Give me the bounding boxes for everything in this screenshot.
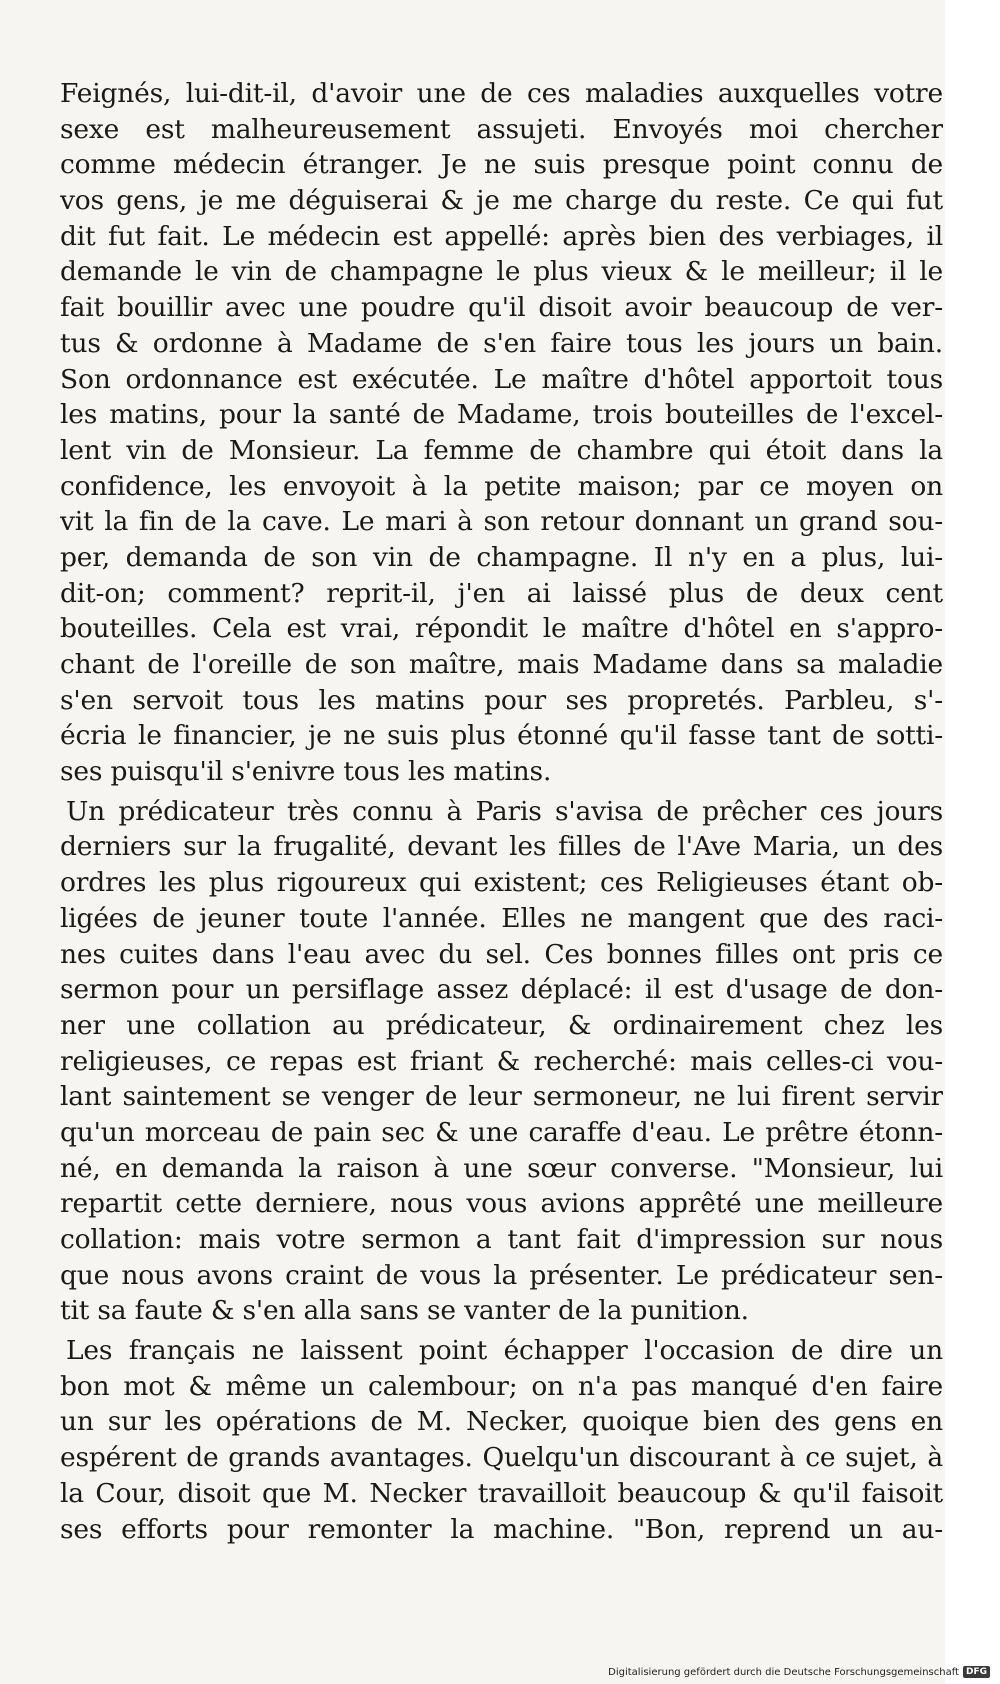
- text-line: repartit cette derniere, nous vous avions apprêté une meilleure: [60, 1188, 943, 1220]
- text-line: Son ordonnance est exécutée. Le maître d'hôtel apportoit tous: [60, 363, 943, 395]
- text-line: comme médecin étranger. Je ne suis presque point connu de: [60, 149, 943, 181]
- text-line: dit fut fait. Le médecin est appellé: après bien des verbiages, il: [60, 220, 943, 252]
- text-line: né, en demanda la raison à une sœur converse. "Monsieur, lui: [60, 1152, 943, 1184]
- text-line: dit-on; comment? reprit-il, j'en ai laissé plus de deux cent: [60, 577, 943, 609]
- text-line: chant de l'oreille de son maître, mais Madame dans sa maladie: [60, 649, 943, 680]
- text-line: fait bouillir avec une poudre qu'il disoit avoir beaucoup de ver-: [60, 292, 943, 324]
- text-line: s'en servoit tous les matins pour ses propretés. Parbleu, s'-: [60, 684, 943, 716]
- text-line: tit sa faute & s'en alla sans se vanter de la punition.: [60, 1295, 749, 1327]
- text-line: ligées de jeuner toute l'année. Elles ne mangent que des raci-: [60, 902, 943, 934]
- text-line: écria le financier, je ne suis plus étonné qu'il fasse tant de sotti-: [60, 720, 943, 752]
- text-line: tus & ordonne à Madame de s'en faire tous les jours un bain.: [60, 327, 943, 359]
- text-line: ner une collation au prédicateur, & ordinairement chez les: [60, 1009, 943, 1041]
- text-line: que nous avons craint de vous la présenter. Le prédicateur sen-: [60, 1259, 943, 1291]
- digitization-credit: [608, 1666, 990, 1678]
- text-line: ses puisqu'il s'enivre tous les matins.: [60, 756, 552, 788]
- text-line: vit la fin de la cave. Le mari à son retour donnant un grand sou-: [60, 506, 943, 538]
- text-line: vos gens, je me déguiserai & je me charge du reste. Ce qui fut: [60, 185, 943, 217]
- credit-text: Digitalisierung gefördert durch die Deutsche Forschungsgemeinschaft: [608, 1666, 959, 1678]
- text-line: Un prédicateur très connu à Paris s'avisa de prêcher ces jours: [66, 795, 943, 827]
- text-line: derniers sur la frugalité, devant les filles de l'Ave Maria, un des: [60, 831, 943, 863]
- dfg-logo: DFG: [963, 1666, 990, 1678]
- text-line: lent vin de Monsieur. La femme de chambre qui étoit dans la: [60, 434, 943, 466]
- text-line: un sur les opérations de M. Necker, quoique bien des gens en: [60, 1406, 943, 1438]
- text-line: Les français ne laissent point échapper l'occasion de dire un: [66, 1335, 943, 1367]
- text-line: bouteilles. Cela est vrai, répondit le maître d'hôtel en s'appro-: [60, 613, 943, 645]
- text-line: Feignés, lui-dit-il, d'avoir une de ces maladies auxquelles votre: [60, 78, 943, 109]
- text-line: collation: mais votre sermon a tant fait d'impression sur nous: [60, 1224, 943, 1255]
- text-line: demande le vin de champagne le plus vieux & le meilleur; il le: [60, 256, 943, 288]
- text-line: bon mot & même un calembour; on n'a pas manqué d'en faire: [60, 1370, 943, 1402]
- text-line: lant saintement se venger de leur sermoneur, ne lui firent servir: [60, 1081, 943, 1113]
- text-line: religieuses, ce repas est friant & recherché: mais celles-ci vou-: [60, 1045, 943, 1077]
- text-line: nes cuites dans l'eau avec du sel. Ces bonnes filles ont pris ce: [60, 938, 943, 970]
- text-line: les matins, pour la santé de Madame, trois bouteilles de l'excel-: [60, 399, 943, 431]
- text-line: ordres les plus rigoureux qui existent; ces Religieuses étant ob-: [60, 867, 943, 899]
- page-text: [60, 76, 943, 1547]
- text-line: ses efforts pour remonter la machine. "Bon, reprend un au-: [60, 1513, 943, 1545]
- text-line: la Cour, disoit que M. Necker travailloit beaucoup & qu'il faisoit: [60, 1477, 943, 1509]
- text-line: qu'un morceau de pain sec & une caraffe d'eau. Le prêtre étonn-: [60, 1116, 943, 1148]
- text-line: confidence, les envoyoit à la petite maison; par ce moyen on: [60, 470, 943, 502]
- text-line: sermon pour un persiflage assez déplacé: il est d'usage de don-: [60, 974, 943, 1006]
- text-line: espérent de grands avantages. Quelqu'un discourant à ce sujet, à: [60, 1442, 943, 1474]
- text-line: per, demanda de son vin de champagne. Il n'y en a plus, lui-: [60, 541, 943, 573]
- text-line: sexe est malheureusement assujeti. Envoyés moi chercher: [60, 113, 943, 145]
